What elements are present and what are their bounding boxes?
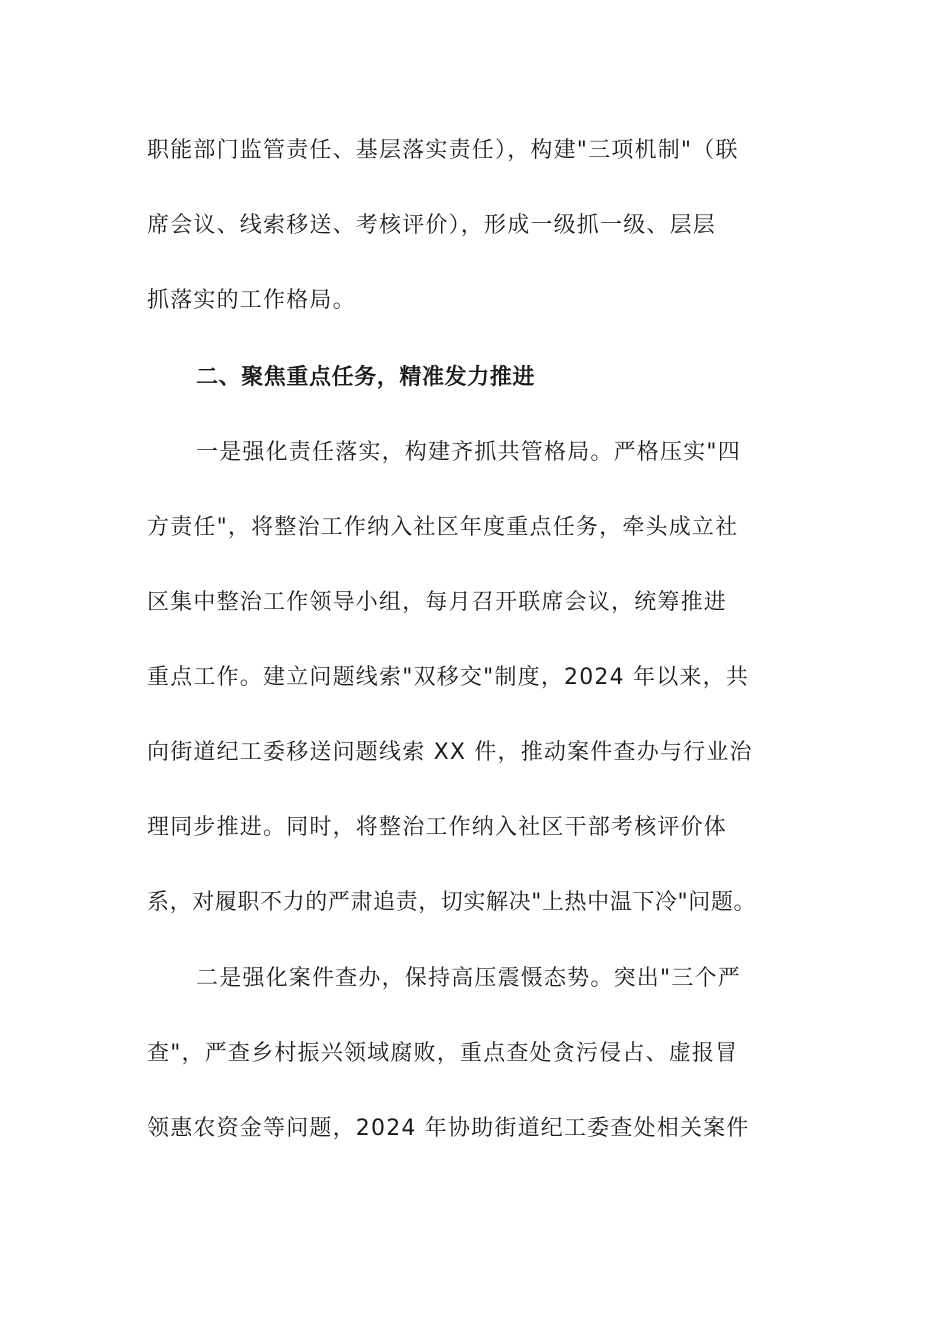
paragraph-line: 席会议、线索移送、考核评价），形成一级抓一级、层层 [147,213,717,238]
paragraph-line: 职能部门监管责任、基层落实责任），构建"三项机制"（联 [147,138,739,163]
paragraph-line: 领惠农资金等问题，2024 年协助街道纪工委查处相关案件 [147,1116,750,1141]
paragraph-line: 查"，严查乡村振兴领域腐败，重点查处贪污侵占、虚报冒 [147,1041,739,1066]
paragraph-line: 重点工作。建立问题线索"双移交"制度，2024 年以来，共 [147,665,750,690]
paragraph-line: 向街道纪工委移送问题线索 XX 件，推动案件查办与行业治 [147,740,753,765]
paragraph-line: 理同步推进。同时，将整治工作纳入社区干部考核评价体 [147,815,728,840]
paragraph-line: 系，对履职不力的严肃追责，切实解决"上热中温下冷"问题。 [147,890,757,915]
paragraph-line: 抓落实的工作格局。 [147,288,356,313]
section-heading: 二、聚焦重点任务，精准发力推进 [196,365,536,390]
paragraph-line: 一是强化责任落实，构建齐抓共管格局。严格压实"四 [196,440,741,465]
paragraph-line: 方责任"，将整治工作纳入社区年度重点任务，牵头成立社 [147,515,739,540]
paragraph-line: 区集中整治工作领导小组，每月召开联席会议，统筹推进 [147,590,728,615]
paragraph-line: 二是强化案件查办，保持高压震慑态势。突出"三个严 [196,966,741,991]
